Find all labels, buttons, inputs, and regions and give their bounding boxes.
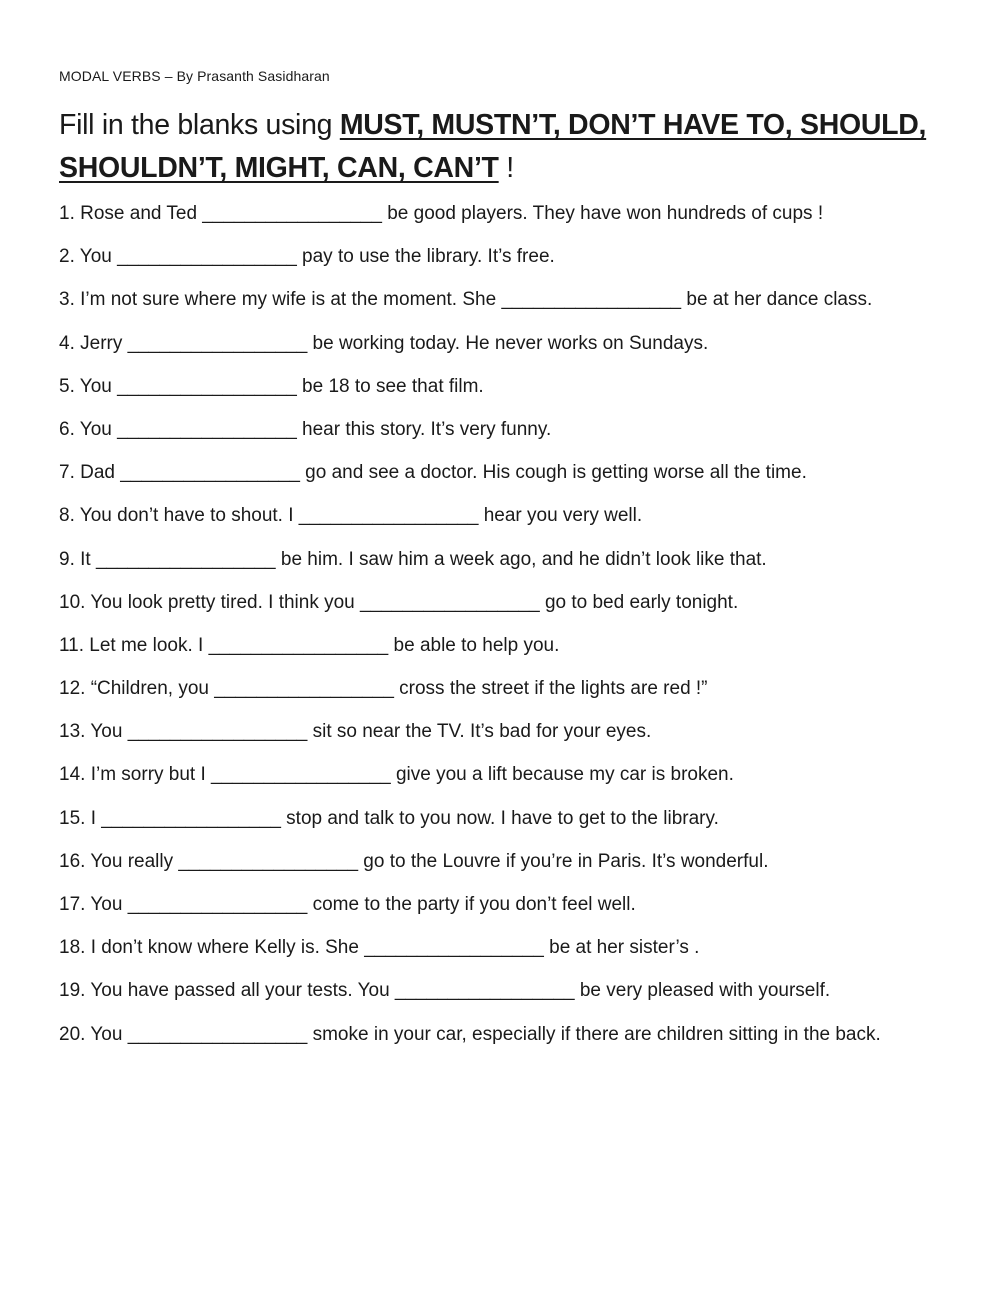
exercise-item-6: 6. You _________________ hear this story. It’s very funny. bbox=[59, 418, 552, 440]
exercise-item-20: 20. You _________________ smoke in your car, especially if there are children sitting in the back. bbox=[59, 1023, 881, 1045]
exercise-item-4: 4. Jerry _________________ be working today. He never works on Sundays. bbox=[59, 332, 709, 354]
worksheet-header: MODAL VERBS – By Prasanth Sasidharan bbox=[59, 68, 330, 84]
exercise-item-17: 17. You _________________ come to the party if you don’t feel well. bbox=[59, 894, 636, 915]
exercise-item-3: 3. I’m not sure where my wife is at the moment. She _________________ be at her dance class. bbox=[59, 289, 873, 311]
exercise-item-5: 5. You _________________ be 18 to see that film. bbox=[59, 375, 484, 397]
exercise-item-2: 2. You _________________ pay to use the library. It’s free. bbox=[59, 246, 555, 268]
exercise-item-10: 10. You look pretty tired. I think you _________________ go to bed early tonight. bbox=[59, 591, 739, 613]
exercise-list bbox=[59, 199, 919, 1063]
exercise-item-11: 11. Let me look. I _________________ be able to help you. bbox=[59, 634, 560, 656]
exercise-item-12: 12. “Children, you _________________ cross the street if the lights are red !” bbox=[59, 678, 708, 700]
exercise-item-16: 16. You really _________________ go to the Louvre if you’re in Paris. It’s wonderful. bbox=[59, 850, 769, 872]
exercise-item-9: 9. It _________________ be him. I saw him a week ago, and he didn’t look like that. bbox=[59, 548, 767, 570]
exercise-item-15: 15. I _________________ stop and talk to you now. I have to get to the library. bbox=[59, 807, 719, 829]
exercise-item-14: 14. I’m sorry but I _________________ give you a lift because my car is broken. bbox=[59, 764, 734, 786]
exercise-item-1: 1. Rose and Ted _________________ be good players. They have won hundreds of cups ! bbox=[59, 203, 824, 224]
instruction-title bbox=[59, 104, 939, 190]
exercise-item-13: 13. You _________________ sit so near the TV. It’s bad for your eyes. bbox=[59, 721, 652, 743]
instruction-prefix: Fill in the blanks using bbox=[59, 109, 340, 141]
modal-verbs-list: MUST, MUSTN’T, DON’T HAVE TO, SHOULD, SHOULDN’T, MIGHT, CAN, CAN’T bbox=[59, 109, 927, 184]
exercise-item-8: 8. You don’t have to shout. I _________________ hear you very well. bbox=[59, 505, 643, 527]
exercise-item-18: 18. I don’t know where Kelly is. She _________________ be at her sister’s . bbox=[59, 937, 700, 959]
exercise-item-7: 7. Dad _________________ go and see a doctor. His cough is getting worse all the time. bbox=[59, 462, 807, 484]
exercise-item-19: 19. You have passed all your tests. You _________________ be very pleased with yourself. bbox=[59, 980, 831, 1002]
instruction-suffix: ! bbox=[498, 152, 514, 184]
